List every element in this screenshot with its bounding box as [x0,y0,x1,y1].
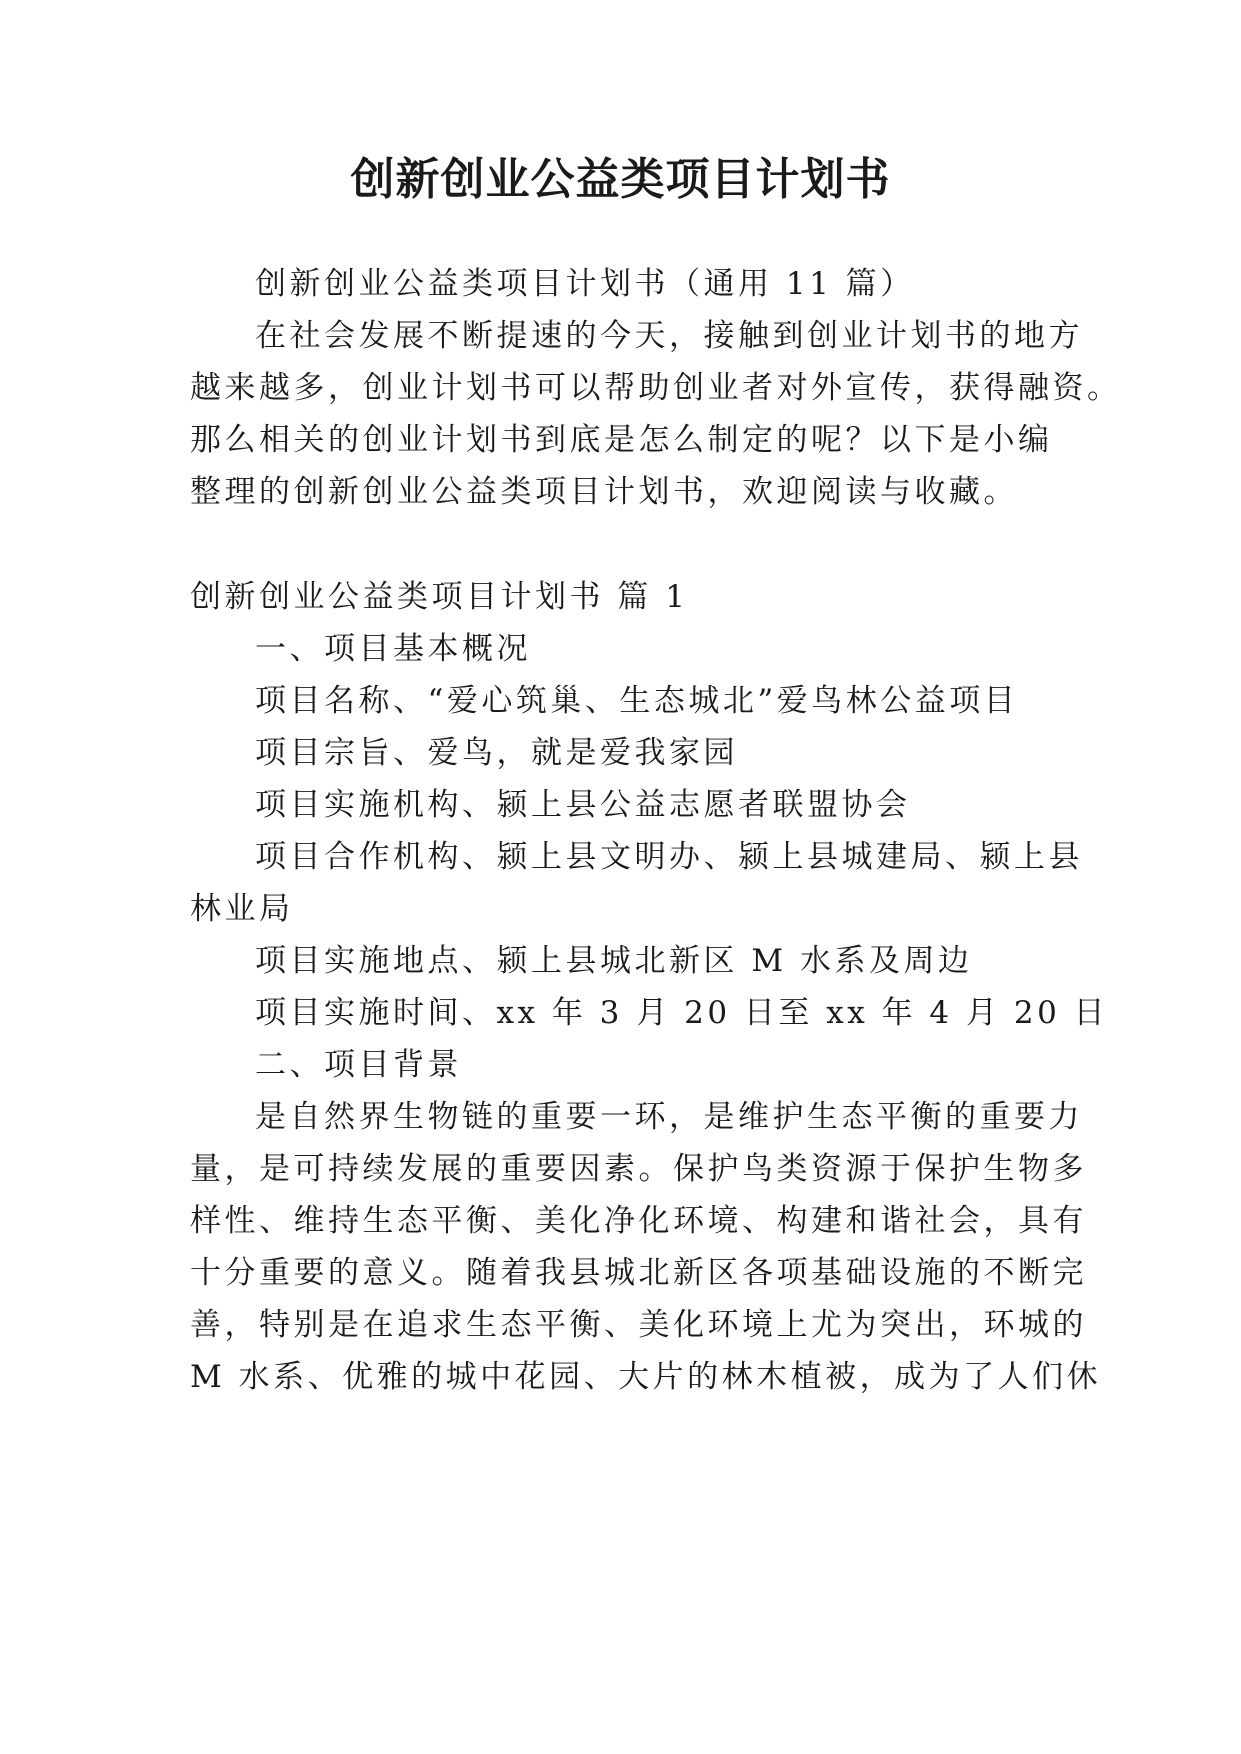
project-partners-line-1: 项目合作机构、颍上县文明办、颍上县城建局、颍上县 [255,839,1083,875]
intro-line-1: 在社会发展不断提速的今天，接触到创业计划书的地方 [255,318,1083,354]
intro-line-4: 整理的创新创业公益类项目计划书，欢迎阅读与收藏。 [190,474,1018,510]
project-name: 项目名称、“爱心筑巢、生态城北”爱鸟林公益项目 [255,683,1019,719]
project-partners-line-2: 林业局 [190,891,294,927]
background-line-2: 量，是可持续发展的重要因素。保护鸟类资源于保护生物多 [190,1151,1087,1187]
intro-line-3: 那么相关的创业计划书到底是怎么制定的呢？以下是小编 [190,422,1053,458]
section2-heading: 二、项目背景 [255,1047,462,1083]
project-purpose: 项目宗旨、爱鸟，就是爱我家园 [255,735,738,771]
project-org: 项目实施机构、颍上县公益志愿者联盟协会 [255,787,911,823]
intro-line-2: 越来越多，创业计划书可以帮助创业者对外宣传，获得融资。 [190,370,1122,406]
document-subtitle: 创新创业公益类项目计划书（通用 11 篇） [255,266,915,302]
background-line-1: 是自然界生物链的重要一环，是维护生态平衡的重要力 [255,1099,1083,1135]
background-line-6: M 水系、优雅的城中花园、大片的林木植被，成为了人们休 [190,1359,1102,1395]
background-line-4: 十分重要的意义。随着我县城北新区各项基础设施的不断完 [190,1255,1087,1291]
project-location: 项目实施地点、颍上县城北新区 M 水系及周边 [255,943,973,979]
document-title: 创新创业公益类项目计划书 [350,154,891,205]
background-line-5: 善，特别是在追求生态平衡、美化环境上尤为突出，环城的 [190,1307,1087,1343]
background-line-3: 样性、维持生态平衡、美化净化环境、构建和谐社会，具有 [190,1203,1087,1239]
section1-heading: 一、项目基本概况 [255,631,531,667]
article-heading: 创新创业公益类项目计划书 篇 1 [190,579,689,615]
project-time: 项目实施时间、xx 年 3 月 20 日至 xx 年 4 月 20 日 [255,995,1109,1031]
